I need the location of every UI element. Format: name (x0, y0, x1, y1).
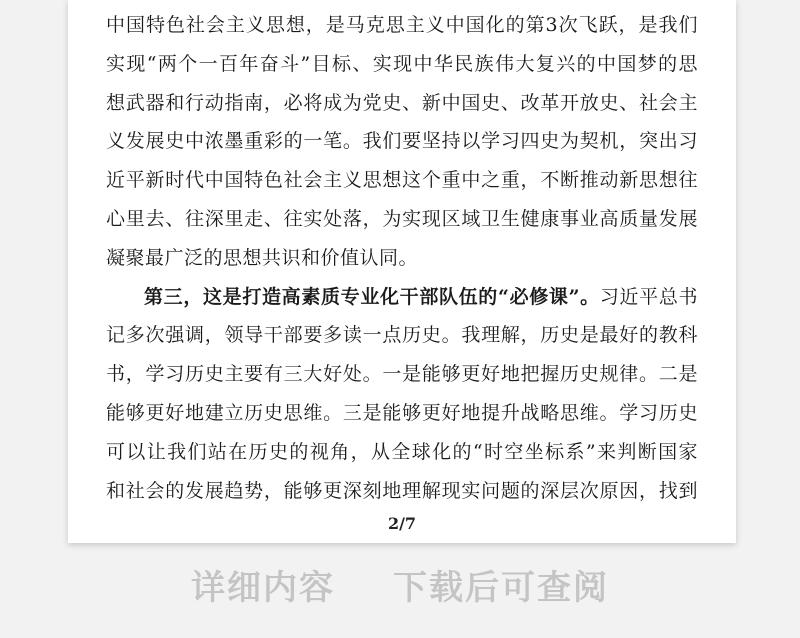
text-line: 实现“两个一百年奋斗”目标、实现中华民族伟大复兴的中国梦的思 (106, 52, 698, 75)
text-line: 能够更好地建立历史思维。三是能够更好地提升战略思维。学习历史 (106, 401, 698, 424)
text-line: 和社会的发展趋势，能够更深刻地理解现实问题的深层次原因，找到 (106, 479, 698, 502)
paragraph-heading-rest: 习近平总书 (599, 285, 698, 308)
text-line: 可以让我们站在历史的视角，从全球化的“时空坐标系”来判断国家 (106, 440, 698, 463)
page-number: 2/7 (387, 514, 417, 533)
text-line: 书，学习历史主要有三大好处。一是能够更好地把握历史规律。二是 (106, 363, 698, 386)
text-line: 想武器和行动指南，必将成为党史、新中国史、改革开放史、社会主 (106, 91, 698, 114)
paragraph-heading: 第三，这是打造高素质专业化干部队伍的“必修课”。 (144, 285, 600, 308)
paragraph-heading-line (106, 278, 698, 317)
text-line: 中国特色社会主义思想，是马克思主义中国化的第3次飞跃，是我们 (106, 14, 698, 36)
notice-right-text: 下载后可查阅 (393, 568, 609, 608)
text-line: 义发展史中浓墨重彩的一笔。我们要坚持以学习四史为契机，突出习 (106, 130, 698, 153)
text-line: 心里去、往深里走、往实处落，为实现区域卫生健康事业高质量发展 (106, 207, 698, 230)
download-notice (0, 560, 800, 610)
text-line: 近平新时代中国特色社会主义思想这个重中之重，不断推动新思想往 (106, 169, 698, 192)
notice-left-text: 详细内容 (191, 568, 335, 608)
document-page (68, 0, 736, 543)
text-line: 凝聚最广泛的思想共识和价值认同。 (106, 246, 419, 269)
body-text (106, 6, 698, 510)
text-line: 记多次强调，领导干部要多读一点历史。我理解，历史是最好的教科 (106, 324, 698, 347)
